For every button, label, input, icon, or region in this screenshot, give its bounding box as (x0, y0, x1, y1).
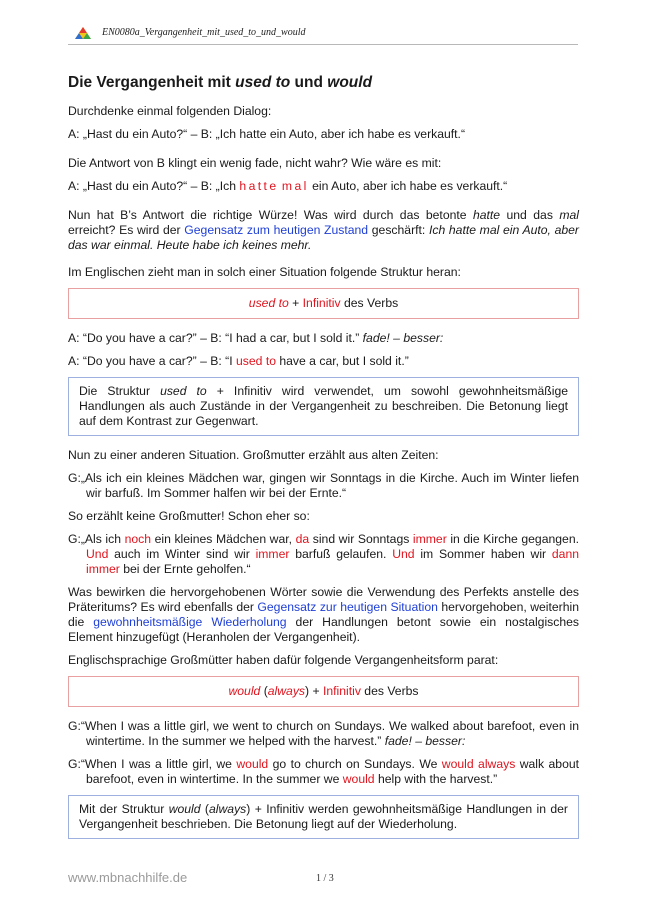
english-dialog-2: A: “Do you have a car?” – B: “I used to have a car, but I sold it.” (68, 354, 409, 368)
footer-website: www.mbnachhilfe.de (68, 870, 188, 885)
would-summary-box: Mit der Struktur would (always) + Infinitiv werden gewohnheitsmäßige Handlungen in der Vergangenheit beschrieben. Die Betonung liegt auf der Wiederholung. (68, 795, 579, 839)
grandmother-plain: G:„Als ich ein kleines Mädchen war, gingen wir Sonntags in die Kirche. Auch im Winter liefen wir barfuß. Im Sommer halfen wir bei der Ernte.“ (68, 471, 579, 500)
document-code: EN0080a_Vergangenheit_mit_used_to_und_would (102, 27, 306, 38)
used-to-summary-box: Die Struktur used to + Infinitiv wird verwendet, um sowohl gewohnheitsmäßige Handlungen als auch Zustände in der Vergangenheit zu beschreiben. Die Betonung liegt auf dem Kontrast zur Gegenwart. (68, 377, 579, 436)
english-grandmother-intro: Englischsprachige Großmütter haben dafür folgende Vergangenheitsform parat: (68, 653, 499, 667)
page-number: 1 / 3 (316, 873, 334, 884)
grandmother-emphasized: G:„Als ich noch ein kleines Mädchen war, da sind wir Sonntags immer in die Kirche gegangen. Und auch im Winter sind wir immer barfuß gelaufen. Und im Sommer haben wir dann immer bei der Ernte geholfen.“ (68, 532, 580, 576)
page-title: Die Vergangenheit mit used to und would (68, 74, 373, 91)
would-rule-box: would (always) + Infinitiv des Verbs (68, 676, 579, 707)
english-intro: Im Englischen zieht man in solch einer Situation folgende Struktur heran: (68, 265, 461, 279)
transition-text: So erzählt keine Großmutter! Schon eher so: (68, 509, 310, 523)
explanation-paragraph: Nun hat B’s Antwort die richtige Würze! Was wird durch das betonte hatte und das mal erreicht? Es wird der Gegensatz zum heutigen Zustand geschärft: Ich hatte mal ein Auto, aber das war einmal. Heute habe ich keines mehr. (68, 208, 579, 252)
analysis-paragraph: Was bewirken die hervorgehobenen Wörter sowie die Verwendung des Perfekts anstelle des Präteritums? Es wird ebenfalls der Gegensatz zur heutigen Situation hervorgehoben, weiterhin die gewohnheitsmäßige Wiederholung der Handlungen betont sowie ein nostalgisches Element hinzugefügt (Heranholen der Vergangenheit). (68, 585, 579, 644)
english-grandmother-would: G:“When I was a little girl, we would go to church on Sundays. We would always walk about barefoot, even in wintertime. In the summer we would help with the harvest.” (68, 757, 580, 786)
document-body (68, 74, 579, 851)
situation-intro: Nun zu einer anderen Situation. Großmutter erzählt aus alten Zeiten: (68, 448, 439, 462)
question-text: Die Antwort von B klingt ein wenig fade, nicht wahr? Wie wäre es mit: (68, 156, 442, 170)
english-grandmother-plain: G:“When I was a little girl, we went to church on Sundays. We walked about barefoot, even in wintertime. In the summer we helped with the harvest.” fade! – besser: (68, 719, 579, 748)
english-dialog-1: A: “Do you have a car?” – B: “I had a car, but I sold it.” fade! – besser: (68, 331, 444, 345)
logo-icon (74, 26, 92, 40)
page-header (68, 24, 578, 45)
dialog-1: A: „Hast du ein Auto?“ – B: „Ich hatte ein Auto, aber ich habe es verkauft.“ (68, 127, 465, 141)
dialog-2: A: „Hast du ein Auto?“ – B: „Ich hatte mal ein Auto, aber ich habe es verkauft.“ (68, 179, 508, 193)
intro-text: Durchdenke einmal folgenden Dialog: (68, 104, 272, 118)
used-to-rule-box: used to + Infinitiv des Verbs (68, 288, 579, 319)
